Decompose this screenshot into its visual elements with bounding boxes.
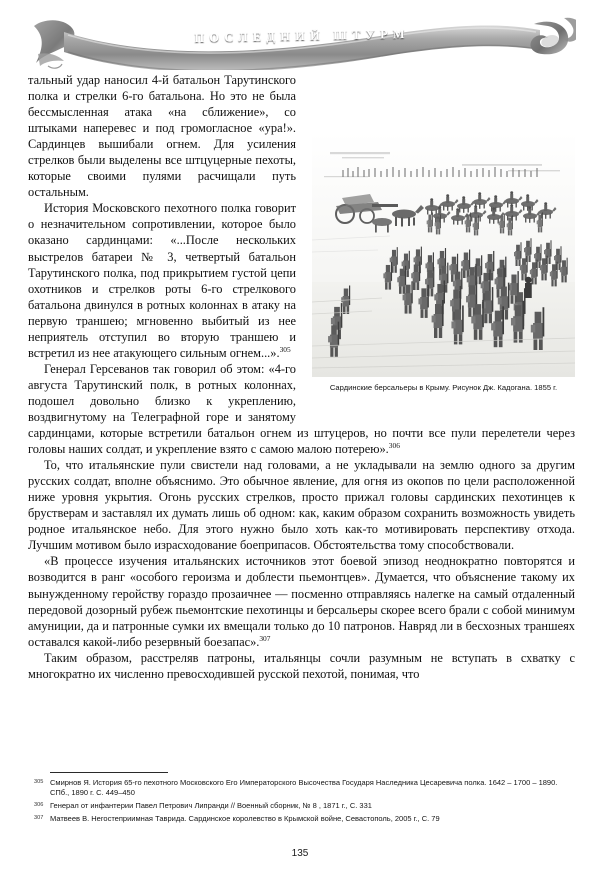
illustration-bersaglieri-in-crimea xyxy=(312,132,575,377)
paragraph xyxy=(28,553,575,649)
paragraph: Таким образом, расстреляв патроны, итальянцы сочли разумным не вступать в схватку с многократно их численно превосходившей русской пехотой, понимая, что xyxy=(28,650,575,681)
footnote-item xyxy=(28,801,575,811)
footnote-marker: 307 xyxy=(34,815,44,822)
figure xyxy=(312,132,575,394)
paragraph-text: Генерал Герсеванов так говорил об этом: «4-го августа Тарутинский полк, в ротных колоннах, подошел довольно близко к укреплению, воздвигнутому на Телеграфной горе и занятому сардинцами, которые встретили батальон огнем из штуцеров, но почти все пули перелетели через головы наших солдат, и укрепление взято с самою малою потерею». xyxy=(28,361,575,457)
footnote-marker: 305 xyxy=(34,779,44,785)
footnote-ref-307[interactable]: 307 xyxy=(259,633,271,643)
footnote-text: Смирнов Я. История 65-го пехотного Московского Его Императорского Высочества Государя Наследника Цесаревича полка. 1642 – 1700 – 1890. СПб., 1890 г. С. 449–450 xyxy=(50,778,558,798)
paragraph: тальный удар наносил 4-й батальон Тарутинского полка и стрелки 6-го батальона. Но это не была бессмысленная атака «на сближение», со штыками наперевес и под громогласное «ура!». Сардинцев вышибали огнем. Для усиления стрелков были выделены все штцуцерные пехоты, которые своими пулями расчищали путь остальным. xyxy=(28,73,296,200)
paragraph: То, что итальянские пули свистели над головами, а не укладывали на землю одного за другим русских солдат, вполне объяснимо. Это обычное явление, для огня из окопов по цели расположенной ниже уровня укрытия. Огонь русских стрелков, просто прижал головы сардинских пехотинцев к брустверам и заставлял их думать лишь об одном: как, каким образом сохранить возможность увидеть родное итальянское небо. Для этого нужно было хоть как-то мотивировать перспективу отхода. Лучшим мотивом было израсходование боеприпасов. Обстоятельства тому способствовали. xyxy=(28,458,575,553)
footnote-item xyxy=(28,814,575,824)
footnote-ref-306[interactable]: 306 xyxy=(388,440,400,450)
footnotes-section xyxy=(28,772,575,827)
footnote-ref-305[interactable]: 305 xyxy=(279,344,291,354)
ribbon-graphic xyxy=(28,8,576,70)
chapter-title: ПОСЛЕДНИЙ ШТУРМ xyxy=(194,26,410,45)
paragraph-text: История Московского пехотного полка говорит о незначительном сопротивлении, которое было оказано сардинцами: «...После нескольких выстрелов батареи № 3, четвертый батальон Тарутинского полка, под прикрытием густой цепи охотников и стрелков роты 6-го стрелкового батальона двинулся в ротных колоннах в атаку на первую траншею; мгновенно выбитый из нее неприятель отступил во вторую траншею и встретил из нее атакующего сильным огнем...». xyxy=(28,201,296,360)
page-number: 135 xyxy=(291,848,309,859)
figure-caption: Сардинские берсальеры в Крыму. Рисунок Дж. Кадогана. 1855 г. xyxy=(329,383,558,392)
chapter-banner xyxy=(28,8,576,70)
paragraph-text: «В процессе изучения итальянских источников этот боевой эпизод неоднократно повторятся и возводится в ранг «особого героизма и доблести пьемонтцев». Думается, что объяснение такому их вынужденному геройству гораздо прозаичнее — посменно отправляясь налегке на самый отдаленный передовой дозорный рубеж пьемонтские пехотинцы и берсальеры скорее всего брали с собой минимум амуниции, да и патронные сумки их вмещали только до 10 патронов. Навряд ли в бесхозных траншеях оставался какой-либо резервный боезапас». xyxy=(28,554,575,649)
footnote-text: Генерал от инфантерии Павел Петрович Липранди // Военный сборник, № 8 , 1871 г., С. 331 xyxy=(50,801,372,811)
lone-officer xyxy=(525,277,532,298)
footnote-marker: 306 xyxy=(34,802,44,809)
footnote-separator xyxy=(50,772,168,773)
footnote-text: Матвеев В. Негостеприимная Таврида. Сардинское королевство в Крымской войне, Севастополь, 2005 г., С. 79 xyxy=(50,814,440,824)
footnote-item xyxy=(28,778,575,799)
